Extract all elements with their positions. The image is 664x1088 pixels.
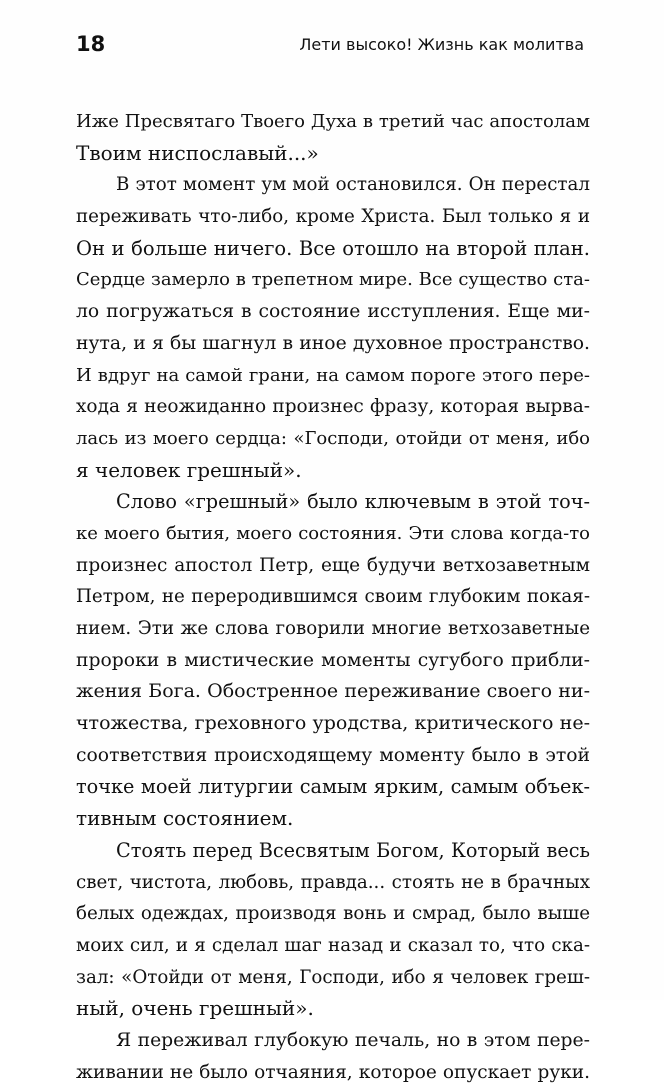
text-line: пророки в мистические моменты сугубого прибли- [76, 649, 590, 671]
text-line: Слово «грешный» было ключевым в этой точ- [116, 490, 590, 514]
page-number: 18 [76, 32, 106, 56]
text-line: Он и больше ничего. Все отошло на второй план. [76, 236, 590, 260]
text-line: В этот момент ум мой остановился. Он перестал [116, 174, 590, 196]
text-line: точке моей литургии самым ярким, самым объек- [76, 775, 590, 799]
text-line: лась из моего сердца: «Господи, отойди от меня, ибо [76, 427, 590, 449]
text-line: Я переживал глубокую печаль, но в этом пере- [116, 1029, 590, 1051]
text-line: живании не было отчаяния, которое опускает руки. [76, 1061, 590, 1083]
text-line: жения Бога. Обостренное переживание своего ни- [76, 680, 590, 703]
text-line: Сердце замерло в трепетном мире. Все существо ста- [76, 269, 590, 291]
text-line: белых одеждах, производя вонь и смрад, было выше [76, 903, 590, 925]
text-line: чтожества, греховного уродства, критического не- [76, 712, 590, 735]
text-line: моих сил, и я сделал шаг назад и сказал то, что ска- [76, 934, 590, 956]
text-line: переживать что-либо, кроме Христа. Был только я и [76, 206, 590, 228]
text-line: Твоим ниспославый...» [76, 140, 319, 165]
text-line: тивным состоянием. [76, 806, 294, 831]
body-text [76, 106, 590, 1088]
text-line: ный, очень грешный». [76, 996, 314, 1021]
text-line: я человек грешный». [76, 457, 302, 482]
text-line: И вдруг на самой грани, на самом пороге этого пере- [76, 364, 590, 386]
text-line: Петром, не переродившимся своим глубоким покая- [76, 586, 590, 608]
text-line: нием. Эти же слова говорили многие ветхозаветные [76, 618, 590, 639]
text-line: ло погружаться в состояние исступления. Еще ми- [76, 301, 590, 323]
text-line: нута, и я бы шагнул в иное духовное пространство. [76, 332, 590, 354]
text-line: хода я неожиданно произнес фразу, которая вырва- [76, 396, 590, 418]
text-line: Иже Пресвятаго Твоего Духа в третий час апостолам [76, 111, 590, 132]
text-line: ке моего бытия, моего состояния. Эти слова когда-то [76, 522, 590, 544]
text-line: произнес апостол Петр, еще будучи ветхозаветным [76, 554, 590, 576]
page-header [76, 30, 584, 60]
text-line: Стоять перед Всесвятым Богом, Который весь [116, 838, 590, 862]
text-line: свет, чистота, любовь, правда... стоять не в брачных [76, 871, 590, 893]
running-title: Лети высоко! Жизнь как молитва [299, 35, 584, 54]
text-line: зал: «Отойди от меня, Господи, ибо я человек греш- [76, 966, 590, 988]
text-line: соответствия происходящему моменту было в этой [76, 744, 590, 766]
